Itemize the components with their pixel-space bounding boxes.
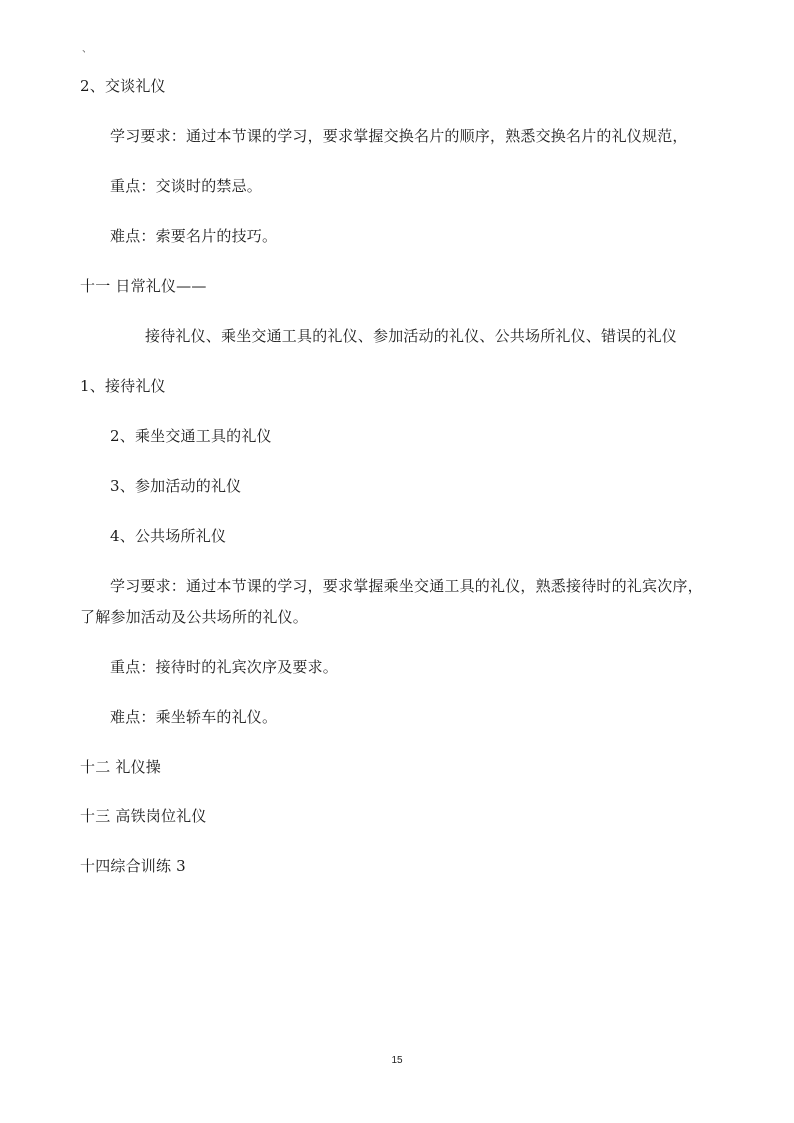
stray-mark: 、: [82, 44, 92, 55]
chapter-11-topics: 接待礼仪、乘坐交通工具的礼仪、参加活动的礼仪、公共场所礼仪、错误的礼仪: [145, 327, 678, 345]
learning-requirements-1: 学习要求：通过本节课的学习，要求掌握交换名片的顺序，熟悉交换名片的礼仪规范，: [110, 127, 688, 145]
chapter-heading-13: 十三 高铁岗位礼仪: [80, 807, 207, 825]
item-activity-etiquette: 3、参加活动的礼仪: [110, 477, 242, 495]
learning-requirements-2-cont: 了解参加活动及公共场所的礼仪。: [80, 608, 309, 626]
chapter-heading-14: 十四综合训练 3: [80, 857, 186, 875]
chapter-heading-12: 十二 礼仪操: [80, 758, 161, 776]
key-point-2: 重点：接待时的礼宾次序及要求。: [110, 658, 339, 676]
section-heading-conversation-etiquette: 2、交谈礼仪: [80, 77, 166, 95]
page-number: 15: [391, 1055, 403, 1066]
key-point-1: 重点：交谈时的禁忌。: [110, 177, 263, 195]
item-transport-etiquette: 2、乘坐交通工具的礼仪: [110, 427, 272, 445]
difficulty-1: 难点：索要名片的技巧。: [110, 227, 278, 245]
chapter-heading-11: 十一 日常礼仪——: [80, 277, 207, 295]
difficulty-2: 难点：乘坐轿车的礼仪。: [110, 708, 278, 726]
learning-requirements-2: 学习要求：通过本节课的学习，要求掌握乘坐交通工具的礼仪，熟悉接待时的礼宾次序，: [110, 577, 703, 595]
item-public-place-etiquette: 4、公共场所礼仪: [110, 527, 227, 545]
item-reception-etiquette: 1、接待礼仪: [80, 377, 166, 395]
